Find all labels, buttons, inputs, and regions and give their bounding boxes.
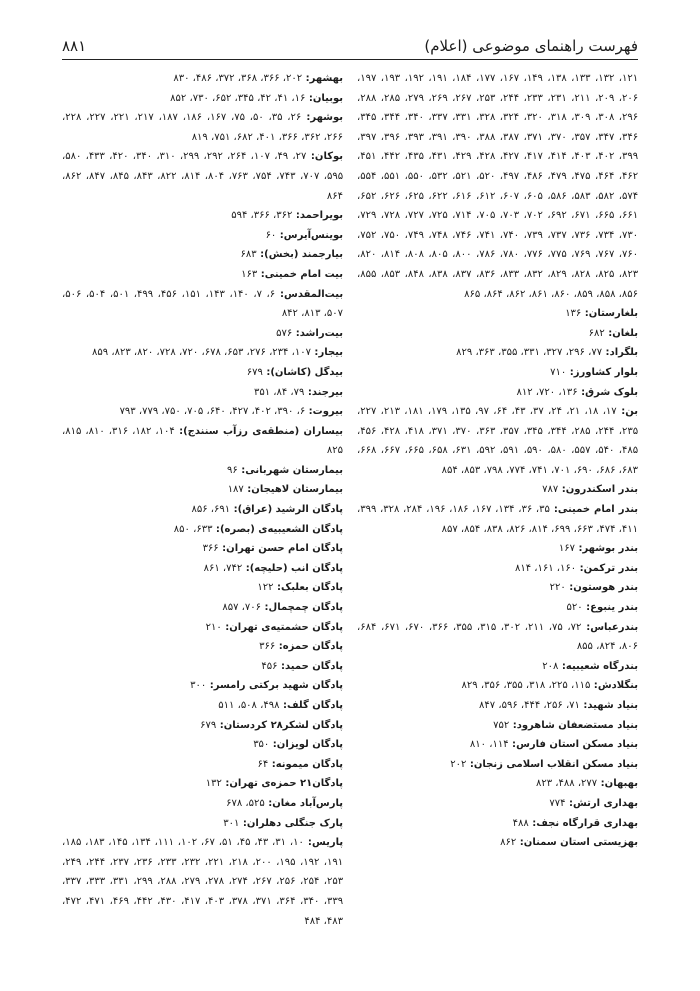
index-entry bbox=[62, 363, 343, 383]
index-entry bbox=[357, 480, 638, 500]
index-term: بندر ترکمن : bbox=[576, 563, 638, 574]
index-pages: ۶۷۹ bbox=[200, 719, 217, 731]
index-entry bbox=[357, 402, 638, 480]
index-term: بلگراد : bbox=[602, 347, 638, 358]
index-term: پادگان لشکر۲۸ کردستان : bbox=[216, 720, 343, 731]
index-column-left bbox=[62, 69, 343, 951]
index-pages: ۱۰، ۳۱، ۴۳، ۴۵، ۵۱، ۶۷، ۱۰۲، ۱۱۱، ۱۳۴، ۱۴۵، ۱۸۳، ۱۸۵، ۱۹۱، ۱۹۲، ۱۹۵، ۲۰۰، ۲۱۸، ۲۲۱، ۲۳۲، ۲۳۳، ۲۳۶، ۲۳۷، ۲۴۴، ۲۴۹، ۲۵۳، ۲۵۴، ۲۵۶، ۲۶۷، ۲۷۴، ۲۷۸، ۲۷۹، ۲۸۸، ۲۹۹، ۳۳۱، ۳۳۳، ۳۳۷، ۳۳۹، ۳۴۰، ۳۶۴، ۳۷۱، ۳۷۸، ۴۰۳، ۴۱۷، ۴۳۰، ۴۴۲، ۴۶۹، ۴۷۱، ۴۷۲، ۴۸۳، ۴۸۴ bbox=[62, 837, 344, 927]
index-term: بیساران (منطقه‌ی رزآب سنندج) : bbox=[175, 426, 343, 437]
index-pages: ۳۰۱ bbox=[223, 817, 240, 829]
index-entry bbox=[357, 559, 638, 579]
index-entry bbox=[357, 383, 638, 403]
index-term: بندرگاه شعیبیه : bbox=[558, 661, 638, 672]
index-entry bbox=[357, 578, 638, 598]
index-term: بنیاد مسکن استان فارس : bbox=[509, 739, 638, 750]
index-pages: ۱۶۳ bbox=[241, 268, 258, 280]
index-pages: ۱۰۴، ۱۸۲، ۳۱۶، ۸۱۰، ۸۱۵، ۸۲۵ bbox=[62, 425, 343, 457]
index-pages: ۵۷۶ bbox=[276, 327, 293, 339]
index-term: پادگان میمونه : bbox=[268, 759, 343, 770]
index-pages: ۶۸۳ bbox=[240, 249, 257, 261]
index-term: پادگان حمزه : bbox=[275, 641, 343, 652]
page-header bbox=[62, 30, 638, 60]
index-term: بنیاد شهید : bbox=[580, 700, 638, 711]
index-term: بیمارستان شهربانی : bbox=[238, 465, 343, 476]
index-pages: ۲۰۲ bbox=[450, 758, 467, 770]
index-pages: ۱۲۱، ۱۳۲، ۱۳۳، ۱۳۸، ۱۴۹، ۱۶۷، ۱۷۷، ۱۸۴، ۱۹۱، ۱۹۲، ۱۹۳، ۱۹۷، ۲۰۶، ۲۰۹، ۲۱۱، ۲۳۱، ۲۳۳، ۲۴۴، ۲۵۳، ۲۶۷، ۲۶۹، ۲۷۹، ۲۸۵، ۲۸۸، ۲۹۶، ۳۰۸، ۳۰۹، ۳۱۸، ۳۲۰، ۳۲۴، ۳۲۸، ۳۳۱، ۳۳۷، ۳۴۰، ۳۴۴، ۳۴۵، ۳۴۶، ۳۴۷، ۳۵۷، ۳۷۰، ۳۷۱، ۳۸۷، ۳۸۸، ۳۹۰، ۳۹۱، ۳۹۳، ۳۹۶، ۳۹۷، ۳۹۹، ۴۰۲، ۴۰۳، ۴۱۴، ۴۱۷، ۴۲۷، ۴۲۸، ۴۲۹، ۴۳۱، ۴۳۵، ۴۴۲، ۴۵۱، ۴۶۲، ۴۶۴، ۴۷۵، ۴۷۹، ۴۸۶، ۴۹۷، ۵۲۰، ۵۲۱، ۵۳۲، ۵۵۰، ۵۵۱، ۵۵۴، ۵۷۴، ۵۸۲، ۵۸۳، ۵۸۶، ۶۰۵، ۶۰۷، ۶۱۲، ۶۱۶، ۶۲۲، ۶۲۵، ۶۲۶، ۶۵۲، ۶۶۱، ۶۶۵، ۶۷۱، ۶۹۲، ۷۰۲، ۷۰۳، ۷۰۵، ۷۱۴، ۷۲۵، ۷۲۷، ۷۲۸، ۷۲۹، ۷۳۰، ۷۳۴، ۷۳۶، ۷۳۷، ۷۳۹، ۷۴۰، ۷۴۱، ۷۴۶، ۷۴۸، ۷۴۹، ۷۵۰، ۷۵۲، ۷۶۰، ۷۶۷، ۷۶۹، ۷۷۵، ۷۷۶، ۷۸۰، ۷۸۶، ۸۰۰، ۸۰۵، ۸۰۸، ۸۱۴، ۸۲۰، ۸۲۳، ۸۲۵، ۸۲۸، ۸۲۹، ۸۳۲، ۸۳۳، ۸۳۶، ۸۳۷، ۸۳۸، ۸۴۸، ۸۵۳، ۸۵۵، ۸۵۶، ۸۵۸، ۸۵۹، ۸۶۰، ۸۶۱، ۸۶۲، ۸۶۴، ۸۶۵ bbox=[357, 73, 639, 300]
index-pages: ۱۰۷، ۲۳۴، ۲۷۶، ۶۵۳، ۶۷۸، ۷۲۰، ۷۲۸، ۸۲۰، ۸۲۳، ۸۵۹ bbox=[92, 347, 311, 359]
index-term: بیت‌راشد : bbox=[292, 328, 343, 339]
index-entry bbox=[357, 794, 638, 814]
index-pages: ۷۰۶، ۸۵۷ bbox=[222, 602, 262, 614]
index-entry bbox=[357, 814, 638, 834]
index-entry bbox=[62, 69, 343, 89]
index-term: پادگان الرشید (عراق) : bbox=[230, 504, 343, 515]
index-columns bbox=[62, 69, 638, 951]
index-pages: ۵۲۰ bbox=[566, 602, 583, 614]
index-term: پادگان بعلبک : bbox=[273, 582, 343, 593]
index-term: بیارجمند (بخش) : bbox=[257, 249, 343, 260]
index-entry bbox=[62, 716, 343, 736]
index-entry bbox=[62, 383, 343, 403]
index-entry bbox=[357, 69, 638, 304]
index-pages: ۶۰ bbox=[265, 229, 277, 241]
index-pages: ۶، ۳۹۰، ۴۰۲، ۴۲۷، ۶۴۰، ۷۰۵، ۷۵۰، ۷۷۹، ۷۹۳ bbox=[119, 406, 306, 418]
page-number: ۸۸۱ bbox=[62, 37, 87, 55]
index-entry bbox=[62, 461, 343, 481]
index-entry bbox=[62, 637, 343, 657]
index-term: بوینس‌آیرس : bbox=[276, 230, 343, 241]
index-term: بن : bbox=[617, 406, 638, 417]
index-pages: ۷۷۴ bbox=[549, 797, 566, 809]
index-term: بوشهر : bbox=[301, 112, 343, 123]
index-entry bbox=[62, 343, 343, 363]
index-entry bbox=[62, 657, 343, 677]
index-pages: ۷۱، ۲۵۶، ۴۴۴، ۵۹۶، ۸۴۷ bbox=[479, 700, 580, 711]
index-term: بیجار : bbox=[311, 347, 343, 358]
index-pages: ۶۷۹ bbox=[246, 366, 263, 378]
index-pages: ۷۴۲، ۸۶۱ bbox=[203, 562, 243, 574]
index-entry bbox=[62, 480, 343, 500]
index-term: بیت امام خمینی : bbox=[257, 269, 343, 280]
index-pages: ۶۳۳، ۸۵۰ bbox=[173, 523, 213, 535]
index-pages: ۱۳۶، ۷۲۰، ۸۱۲ bbox=[516, 386, 578, 398]
index-pages: ۱۱۴، ۸۱۰ bbox=[469, 739, 509, 751]
index-pages: ۳۶۲، ۳۶۶، ۵۹۴ bbox=[231, 210, 293, 222]
index-entry bbox=[357, 324, 638, 344]
index-pages: ۸۶۲ bbox=[500, 837, 517, 849]
index-pages: ۴۵۶ bbox=[261, 660, 278, 672]
index-pages: ۳۵، ۳۶، ۱۳۴، ۱۶۷، ۱۸۶، ۱۹۶، ۲۸۴، ۳۲۸، ۳۹۹، ۴۱۱، ۴۷۴، ۶۶۳، ۶۹۹، ۸۱۴، ۸۲۶، ۸۳۸، ۸۵۴، ۸۵۷ bbox=[357, 504, 638, 535]
index-pages: ۷۷، ۲۹۶، ۳۲۷، ۳۳۱، ۳۵۵، ۳۶۳، ۸۲۹ bbox=[456, 347, 603, 359]
index-pages: ۱۶، ۴۱، ۴۲، ۳۴۵، ۶۵۲، ۷۳۰، ۸۵۲ bbox=[170, 92, 306, 104]
index-term: بنیاد مسکن انقلاب اسلامی زنجان : bbox=[466, 759, 638, 770]
index-term: پادگان الشعیبیه‌ی (بصره) : bbox=[212, 524, 343, 535]
index-entry bbox=[357, 755, 638, 775]
index-term: بلوار کشاورز : bbox=[566, 367, 638, 378]
index-term: بیت‌المقدس : bbox=[275, 289, 343, 300]
index-entry bbox=[62, 422, 343, 461]
index-entry bbox=[62, 735, 343, 755]
index-entry bbox=[62, 774, 343, 794]
index-term: بویراحمد : bbox=[292, 210, 343, 221]
index-entry bbox=[357, 343, 638, 363]
index-pages: ۳۵۰ bbox=[253, 739, 270, 751]
index-pages: ۱۳۶ bbox=[565, 308, 582, 320]
index-term: پادگان امام حسن تهران : bbox=[219, 543, 343, 554]
index-pages: ۲۷، ۴۹، ۱۰۷، ۲۶۴، ۲۹۲، ۲۹۹، ۳۱۰، ۳۴۰، ۴۲۰، ۴۳۳، ۵۸۰، ۵۹۵، ۷۰۷، ۷۴۳، ۷۵۴، ۷۶۳، ۸۰۴، ۸۱۴، ۸۲۲، ۸۴۳، ۸۴۵، ۸۴۷، ۸۶۲، ۸۶۴ bbox=[62, 151, 344, 202]
index-term: بهبهان : bbox=[597, 778, 638, 789]
index-term: پاریس : bbox=[304, 837, 343, 848]
index-entry bbox=[62, 245, 343, 265]
index-term: بلغان : bbox=[605, 328, 638, 339]
index-term: بنگلادش : bbox=[590, 680, 638, 691]
index-pages: ۱۶۷ bbox=[558, 543, 575, 555]
index-entry bbox=[62, 814, 343, 834]
index-term: بلوک شرق : bbox=[578, 387, 638, 398]
index-term: پادگان۲۱ حمزه‌ی تهران : bbox=[222, 778, 343, 789]
index-pages: ۲۷۷، ۴۸۸، ۸۲۳ bbox=[535, 778, 598, 790]
index-entry bbox=[62, 833, 343, 931]
index-term: بوبیان : bbox=[305, 93, 343, 104]
index-entry bbox=[357, 539, 638, 559]
index-term: بیمارستان لاهیجان : bbox=[244, 484, 343, 495]
page-title: فهرست راهنمای موضوعی (اعلام) bbox=[424, 37, 638, 55]
index-entry bbox=[62, 324, 343, 344]
index-pages: ۷۸۷ bbox=[542, 484, 559, 496]
index-term: بیروت : bbox=[305, 406, 343, 417]
index-entry bbox=[62, 147, 343, 206]
index-entry bbox=[62, 559, 343, 579]
index-term: بهداری ارتش : bbox=[565, 798, 638, 809]
index-pages: ۷۹، ۸۴، ۳۵۱ bbox=[253, 386, 305, 398]
index-entry bbox=[357, 363, 638, 383]
index-term: بوکان : bbox=[306, 151, 343, 162]
index-pages: ۱۱۵، ۲۲۵، ۳۱۸، ۳۵۵، ۳۵۶، ۸۲۹ bbox=[461, 680, 591, 692]
index-entry bbox=[62, 578, 343, 598]
index-term: پادگان حشمتیه‌ی تهران : bbox=[222, 622, 343, 633]
index-entry bbox=[62, 539, 343, 559]
index-term: بندر ینبوع : bbox=[583, 602, 638, 613]
index-pages: ۶، ۷، ۱۴۰، ۱۴۳، ۱۵۱، ۴۵۶، ۴۹۹، ۵۰۱، ۵۰۴، ۵۰۶، ۵۰۷، ۸۱۳، ۸۴۲ bbox=[62, 288, 343, 320]
index-term: بلغارستان : bbox=[581, 308, 638, 319]
index-term: بنیاد مستضعفان شاهرود : bbox=[509, 720, 638, 731]
index-pages: ۴۹۸، ۵۰۸، ۵۱۱ bbox=[218, 700, 280, 711]
index-pages: ۱۸۷ bbox=[227, 484, 244, 496]
index-entry bbox=[62, 598, 343, 618]
index-entry bbox=[357, 657, 638, 677]
index-entry bbox=[62, 226, 343, 246]
index-pages: ۲۰۸ bbox=[542, 660, 559, 672]
index-term: بندر بوشهر : bbox=[575, 543, 638, 554]
index-entry bbox=[62, 500, 343, 520]
index-pages: ۲۱۰ bbox=[205, 621, 222, 633]
index-pages: ۱۳۲ bbox=[205, 778, 222, 790]
index-pages: ۶۹۱، ۸۵۶ bbox=[191, 504, 231, 516]
index-pages: ۷۵۲ bbox=[493, 719, 510, 731]
index-entry bbox=[357, 304, 638, 324]
index-term: پارک جنگلی دهلران : bbox=[239, 818, 343, 829]
index-entry bbox=[62, 108, 343, 147]
index-entry bbox=[62, 89, 343, 109]
index-entry bbox=[357, 500, 638, 539]
index-entry bbox=[62, 265, 343, 285]
index-pages: ۶۴ bbox=[257, 758, 269, 770]
index-term: پادگان گلف : bbox=[279, 700, 343, 711]
index-pages: ۱۷، ۱۸، ۲۱، ۲۴، ۳۷، ۴۳، ۶۴، ۹۷، ۱۳۵، ۱۷۹، ۱۸۱، ۲۱۳، ۲۲۷، ۲۳۵، ۲۴۴، ۲۸۵، ۳۴۴، ۳۴۵، ۳۵۷، ۳۶۳، ۳۷۰، ۳۷۱، ۴۱۸، ۴۲۸، ۴۵۶، ۴۸۵، ۵۴۰، ۵۵۷، ۵۸۰، ۵۹۰، ۵۹۱، ۵۹۲، ۶۳۱، ۶۵۸، ۶۶۵، ۶۶۷، ۶۶۸، ۶۸۳، ۶۸۶، ۶۹۰، ۷۰۱، ۷۴۱، ۷۷۴، ۷۹۸، ۸۵۳، ۸۵۴ bbox=[357, 406, 639, 476]
index-term: بندر اسکندرون : bbox=[558, 484, 638, 495]
index-entry bbox=[62, 696, 343, 716]
index-pages: ۲۰۲، ۳۶۶، ۳۶۸، ۳۷۲، ۴۸۶، ۸۳۰ bbox=[173, 73, 303, 84]
index-entry bbox=[62, 794, 343, 814]
index-term: بندر امام خمینی : bbox=[550, 504, 638, 515]
index-column-right bbox=[357, 69, 638, 951]
index-term: پادگان انب (حلیچه) : bbox=[242, 563, 343, 574]
index-entry bbox=[357, 676, 638, 696]
index-pages: ۷۱۰ bbox=[550, 366, 567, 378]
index-pages: ۶۸۲ bbox=[588, 327, 605, 339]
index-entry bbox=[62, 755, 343, 775]
index-term: بیدگل (کاشان) : bbox=[263, 367, 343, 378]
index-entry bbox=[62, 676, 343, 696]
index-pages: ۳۰۰ bbox=[190, 680, 207, 692]
index-entry bbox=[357, 735, 638, 755]
index-term: پارس‌آباد مغان : bbox=[265, 798, 343, 809]
index-pages: ۷۲، ۷۵، ۲۱۱، ۳۰۲، ۳۱۵، ۳۵۵، ۳۶۶، ۶۷۰، ۶۷۱، ۶۸۴، ۸۰۶، ۸۲۴، ۸۵۵ bbox=[357, 621, 638, 653]
index-term: پادگان شهید برکتی رامسر : bbox=[206, 680, 343, 691]
index-pages: ۹۶ bbox=[226, 464, 238, 476]
index-entry bbox=[357, 833, 638, 853]
index-entry bbox=[357, 774, 638, 794]
index-entry bbox=[357, 716, 638, 736]
index-pages: ۱۶۰، ۱۶۱، ۸۱۴ bbox=[514, 562, 577, 574]
index-pages: ۳۶۶ bbox=[259, 641, 276, 653]
index-pages: ۲۶، ۳۵، ۵۰، ۷۵، ۱۶۷، ۱۸۶، ۱۸۷، ۲۱۷، ۲۲۱، ۲۲۷، ۲۲۸، ۲۶۶، ۳۶۲، ۳۶۶، ۴۰۱، ۶۸۲، ۷۵۱، ۸۱۹ bbox=[62, 112, 343, 143]
index-entry bbox=[62, 402, 343, 422]
index-entry bbox=[62, 520, 343, 540]
index-term: پادگان چمچمال : bbox=[261, 602, 343, 613]
index-term: بهشهر : bbox=[302, 73, 343, 84]
index-pages: ۵۲۵، ۶۷۸ bbox=[226, 797, 265, 809]
index-pages: ۳۶۶ bbox=[202, 543, 219, 555]
index-term: بندرعباس : bbox=[581, 622, 638, 633]
index-term: بهزیستی استان سمنان : bbox=[516, 837, 638, 848]
index-entry bbox=[357, 696, 638, 716]
index-term: پادگان حمید : bbox=[278, 661, 343, 672]
index-entry bbox=[62, 618, 343, 638]
index-entry bbox=[62, 285, 343, 324]
index-term: بیرجند : bbox=[304, 387, 343, 398]
index-term: بندر هوستون : bbox=[566, 582, 638, 593]
index-pages: ۴۸۸ bbox=[512, 817, 529, 829]
index-term: بهداری قرارگاه نجف : bbox=[529, 818, 638, 829]
index-entry bbox=[62, 206, 343, 226]
index-pages: ۲۲۰ bbox=[549, 582, 566, 594]
index-entry bbox=[357, 598, 638, 618]
index-term: پادگان لویزان : bbox=[269, 739, 343, 750]
index-pages: ۱۲۲ bbox=[257, 582, 274, 594]
index-entry bbox=[357, 618, 638, 657]
